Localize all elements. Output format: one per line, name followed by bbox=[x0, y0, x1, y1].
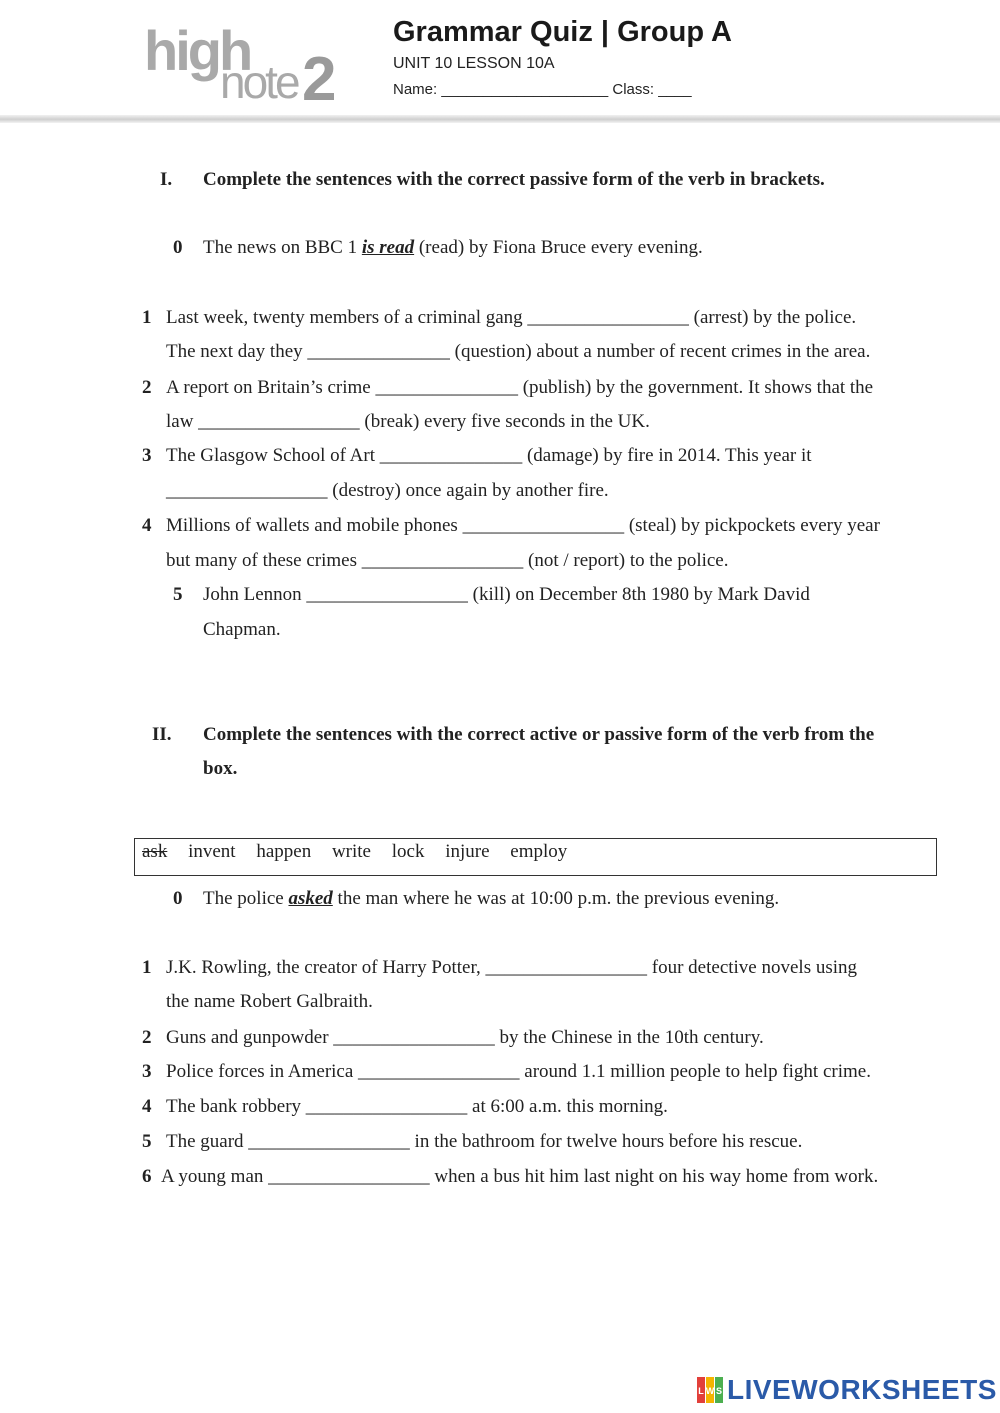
question-line: the name Robert Galbraith. bbox=[166, 991, 373, 1012]
liveworksheets-icon bbox=[697, 1377, 723, 1403]
question-number: 2 bbox=[142, 1027, 152, 1048]
section1-instruction: Complete the sentences with the correct passive form of the verb in brackets. bbox=[203, 169, 825, 190]
question-number: 2 bbox=[142, 377, 152, 398]
word-box-word: lock bbox=[391, 841, 425, 862]
section1-example bbox=[203, 236, 703, 260]
question-line: Millions of wallets and mobile phones _________________ (steal) by pickpockets every year bbox=[166, 515, 880, 536]
section2-instruction-cont: box. bbox=[203, 758, 238, 779]
logo-word-note: note bbox=[220, 56, 298, 106]
logo-number: 2 bbox=[302, 45, 337, 106]
liveworksheets-logo bbox=[697, 1374, 997, 1406]
section2-example-number: 0 bbox=[173, 888, 183, 909]
icon-letter: S bbox=[715, 1386, 723, 1396]
example-text-post: the man where he was at 10:00 p.m. the previous evening. bbox=[332, 888, 780, 909]
question-line: The next day they _______________ (question) about a number of recent crimes in the area. bbox=[166, 341, 871, 362]
unit-lesson: UNIT 10 LESSON 10A bbox=[393, 55, 555, 72]
icon-letter: L bbox=[698, 1386, 704, 1396]
question-number: 4 bbox=[142, 515, 152, 536]
liveworksheets-brand: LIVEWORKSHEETS bbox=[727, 1374, 997, 1405]
logo-graphic bbox=[142, 14, 347, 106]
word-box-word: employ bbox=[510, 841, 568, 862]
question-number: 3 bbox=[142, 1061, 152, 1082]
question-line: Police forces in America _________________ around 1.1 million people to help fight crime. bbox=[166, 1061, 871, 1082]
question-line: Last week, twenty members of a criminal gang _________________ (arrest) by the police. bbox=[166, 307, 857, 328]
question-line: A report on Britain’s crime _______________ (publish) by the government. It shows that the bbox=[166, 377, 874, 398]
question-number: 4 bbox=[142, 1096, 152, 1117]
word-box-word: injure bbox=[445, 841, 490, 862]
word-box-word: invent bbox=[188, 841, 236, 862]
word-box-word: ask bbox=[142, 841, 168, 862]
question-line: John Lennon _________________ (kill) on December 8th 1980 by Mark David bbox=[203, 584, 810, 605]
header-divider bbox=[0, 115, 1000, 123]
question-line: Guns and gunpowder _________________ by the Chinese in the 10th century. bbox=[166, 1027, 764, 1048]
question-line: Chapman. bbox=[203, 619, 281, 640]
question-line: J.K. Rowling, the creator of Harry Potter, _________________ four detective novels using bbox=[166, 957, 858, 978]
question-line: The guard _________________ in the bathroom for twelve hours before his rescue. bbox=[166, 1131, 803, 1152]
question-line: The bank robbery _________________ at 6:00 a.m. this morning. bbox=[166, 1096, 668, 1117]
page-title: Grammar Quiz | Group A bbox=[393, 16, 732, 48]
question-number: 1 bbox=[142, 307, 152, 328]
section2-instruction: Complete the sentences with the correct active or passive form of the verb from the bbox=[203, 724, 875, 745]
word-box-list bbox=[142, 840, 583, 864]
question-line: A young man _________________ when a bus hit him last night on his way home from work. bbox=[161, 1166, 879, 1187]
logo-word-high: high bbox=[144, 19, 251, 82]
example-answer: is read bbox=[361, 237, 415, 258]
section1-example-number: 0 bbox=[173, 237, 183, 258]
question-number: 3 bbox=[142, 445, 152, 466]
section2-numeral: II. bbox=[152, 724, 172, 745]
example-text-pre: The police bbox=[203, 888, 289, 909]
name-class-line: Name: ____________________ Class: ____ bbox=[393, 81, 692, 98]
question-number: 6 bbox=[142, 1166, 152, 1187]
example-answer: asked bbox=[288, 888, 333, 909]
question-number: 5 bbox=[173, 584, 183, 605]
section2-example bbox=[203, 887, 779, 911]
question-number: 1 bbox=[142, 957, 152, 978]
question-line: _________________ (destroy) once again by another fire. bbox=[166, 480, 609, 501]
high-note-logo bbox=[142, 14, 347, 106]
example-text-pre: The news on BBC 1 bbox=[203, 237, 362, 258]
icon-letter: W bbox=[705, 1386, 715, 1396]
example-text-post: (read) by Fiona Bruce every evening. bbox=[414, 237, 703, 258]
section1-numeral: I. bbox=[160, 169, 173, 190]
question-line: but many of these crimes _________________ (not / report) to the police. bbox=[166, 550, 729, 571]
word-box-word: write bbox=[331, 841, 371, 862]
question-line: The Glasgow School of Art _______________ (damage) by fire in 2014. This year it bbox=[166, 445, 812, 466]
question-number: 5 bbox=[142, 1131, 152, 1152]
word-box-word: happen bbox=[256, 841, 312, 862]
question-line: law _________________ (break) every five seconds in the UK. bbox=[166, 411, 650, 432]
